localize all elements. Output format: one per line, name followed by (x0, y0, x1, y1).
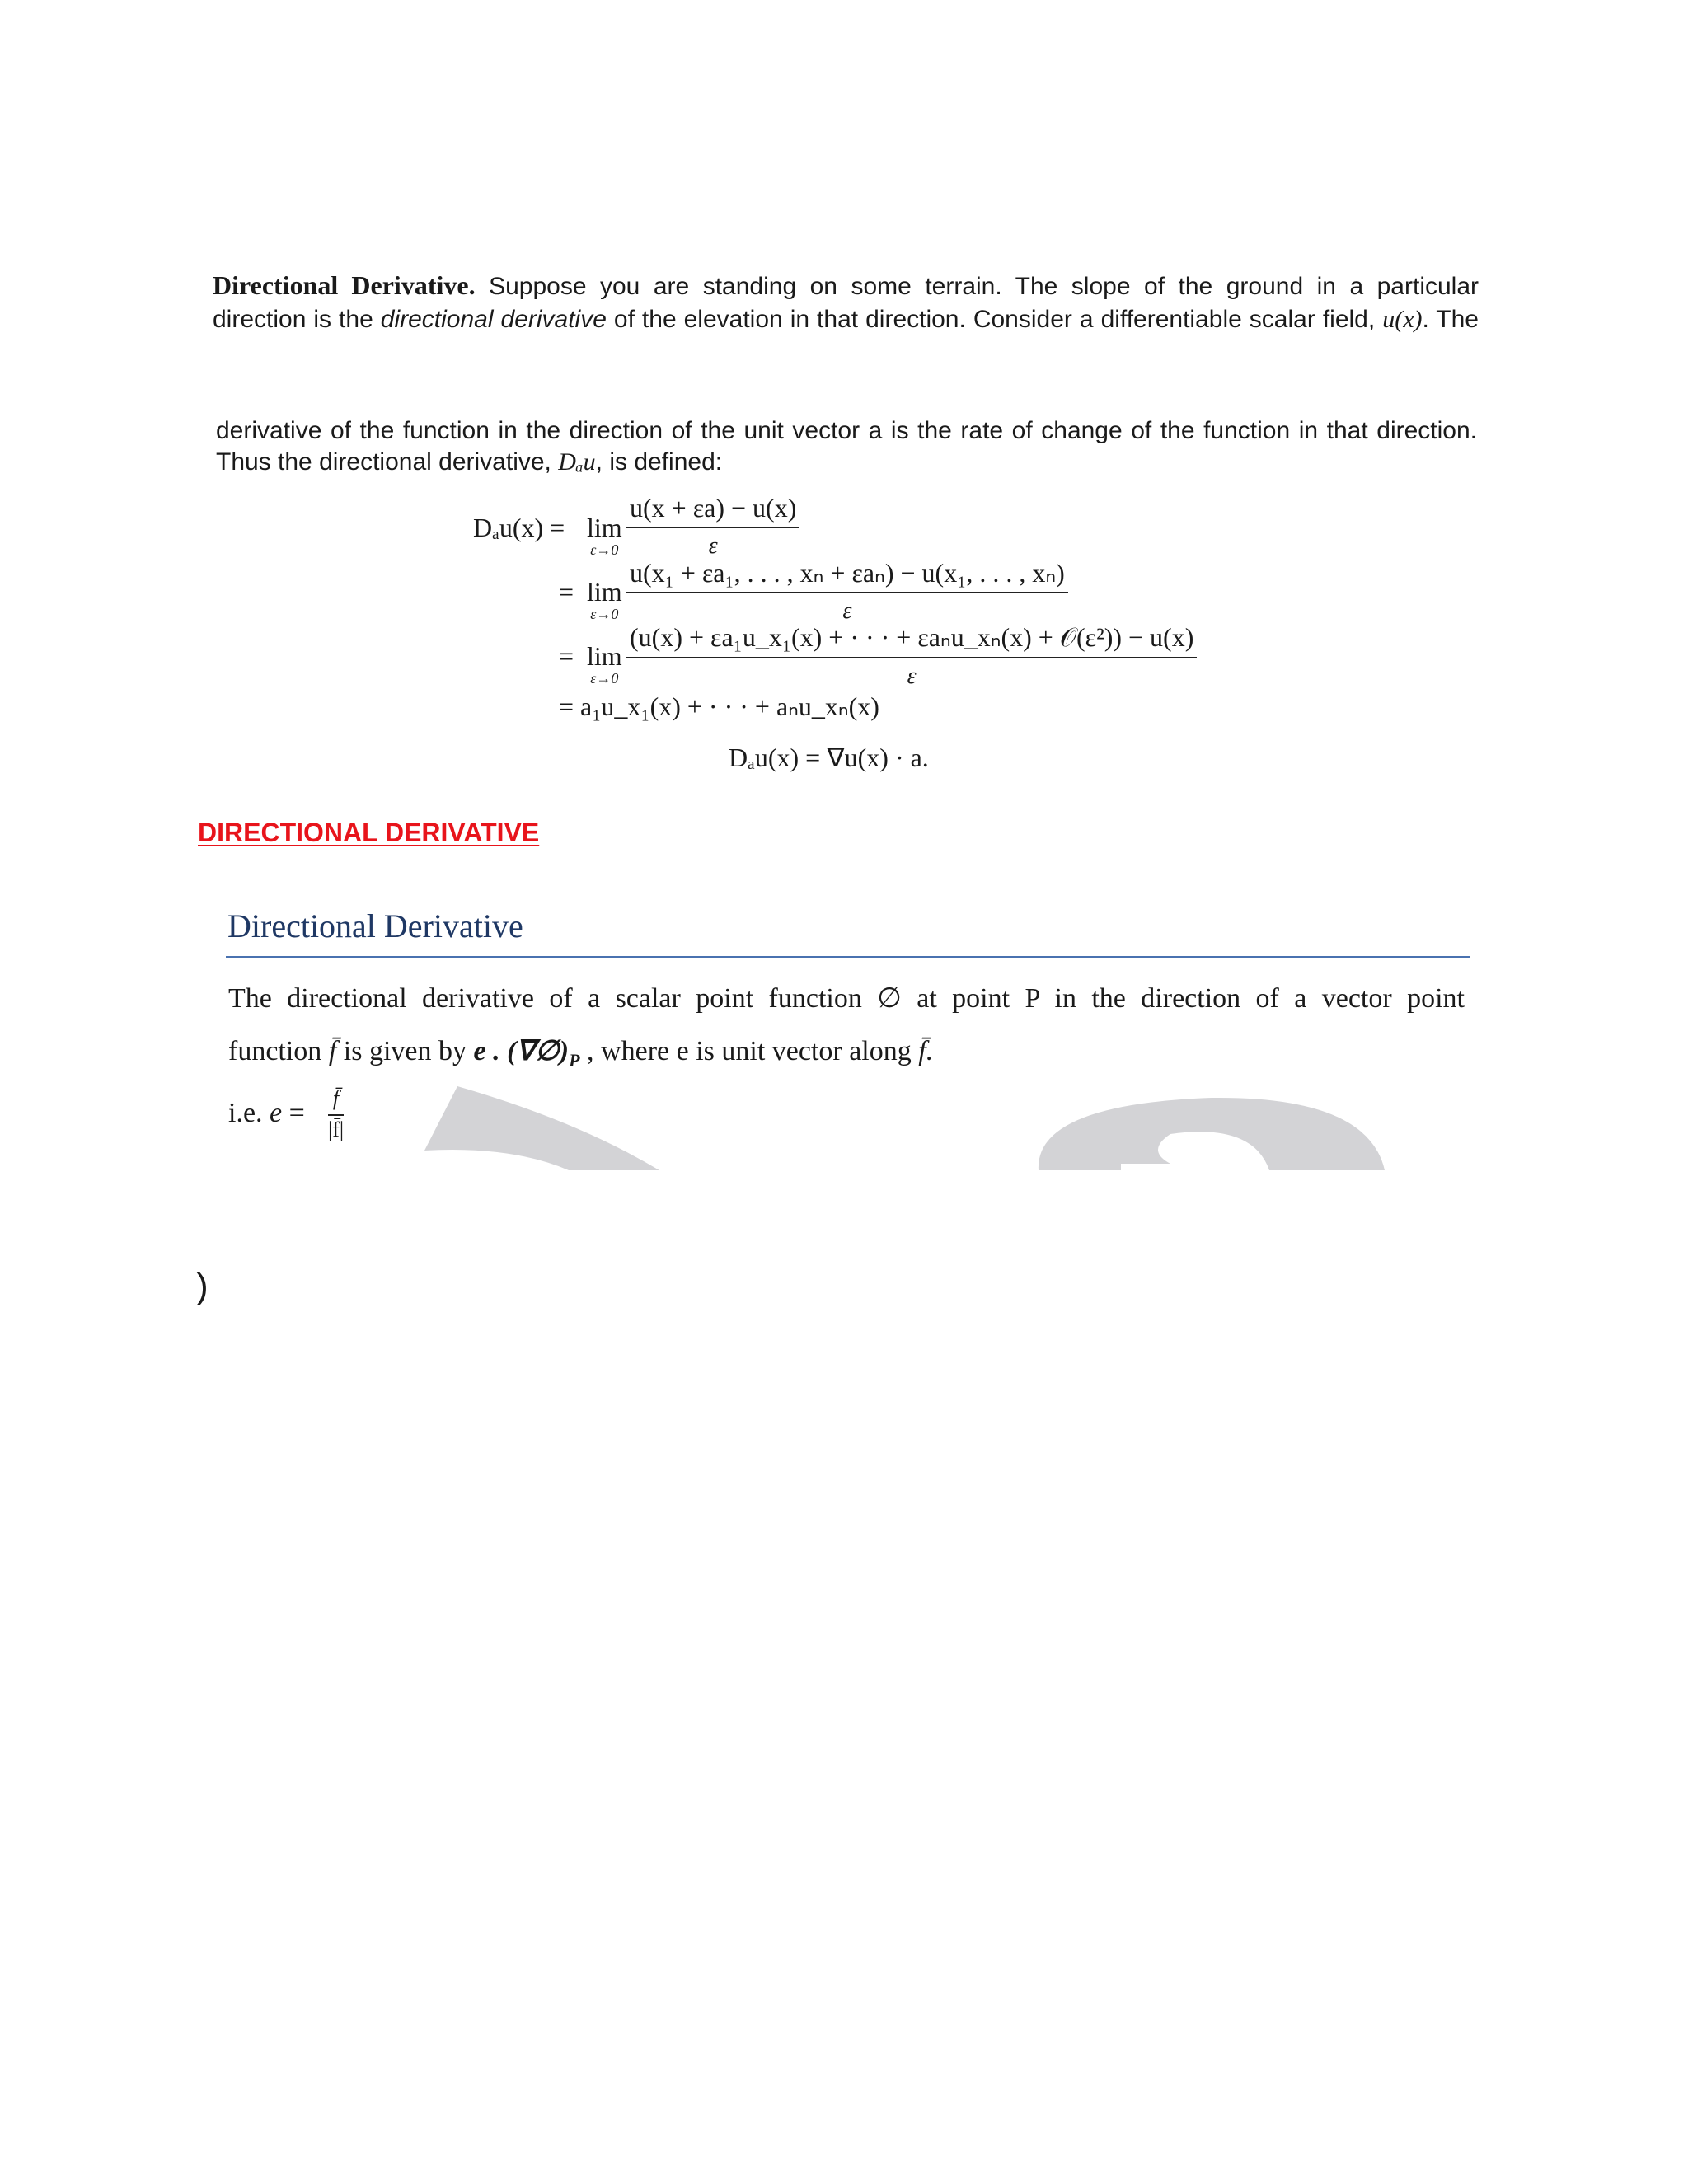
intro-line1-text: Suppose you are standing on some terrain. The slope of the ground in a particular (489, 273, 1479, 300)
section-line2-a: function (228, 1036, 329, 1066)
eq3-fraction (626, 621, 1197, 690)
ie-numerator: f̄ (332, 1086, 340, 1110)
eq3-numerator: (u(x) + εa₁u_x₁(x) + · · · + εaₙu_xₙ(x) + 𝒪(ε²)) − u(x) (630, 622, 1194, 652)
watermark-shapes (0, 1071, 1688, 1170)
eq2-denominator: ε (842, 598, 852, 624)
eq2-lim-sub: ε→0 (590, 606, 619, 622)
section-title-rule (226, 956, 1470, 958)
section-line2-sub: P (569, 1049, 580, 1071)
eq2-fraction (626, 557, 1068, 625)
intro-paragraph (213, 269, 1479, 336)
section-line1: The directional derivative of a scalar point function ∅ at point P in the direction of a vector point (228, 983, 1465, 1014)
intro-bold-lead: Directional Derivative. (213, 270, 476, 300)
definition-line2-b: , is defined: (595, 448, 723, 476)
section-line2-expr: e . (∇∅) (473, 1036, 570, 1066)
ie-prefix: i.e. (228, 1098, 270, 1128)
eq1-lim-sub: ε→0 (590, 541, 619, 558)
eq5-gradient-form: Dₐu(x) = ∇u(x) · a. (729, 743, 929, 772)
watermark-arc-right (1039, 1098, 1385, 1170)
section-line2-end: f̄. (918, 1036, 934, 1066)
eq3-lim-sub: ε→0 (590, 670, 619, 687)
eq-lhs: Dₐu(x) = (473, 513, 565, 542)
definition-line2-math: Dₐu (558, 448, 596, 476)
ie-eq: = (282, 1098, 305, 1128)
eq1-lim-word: lim (587, 513, 622, 542)
intro-line2-c: . The (1422, 306, 1479, 333)
eq3-equals: = (559, 641, 574, 671)
eq4-expansion: = a₁u_x₁(x) + · · · + aₙu_xₙ(x) (559, 691, 879, 721)
section-title: Directional Derivative (227, 907, 523, 944)
ie-denominator: |f̄| (328, 1118, 345, 1141)
red-section-heading: DIRECTIONAL DERIVATIVE (198, 818, 540, 847)
eq3-denominator: ε (907, 663, 917, 689)
definition-line1: derivative of the function in the direction of the unit vector a is the rate of change of the function in that direction. (216, 417, 1477, 444)
eq3-lim (587, 641, 622, 685)
definition-line2-a: Thus the directional derivative, (216, 448, 559, 476)
intro-line2-b: of the elevation in that direction. Consider a differentiable scalar field, (606, 306, 1383, 333)
eq2-lim (587, 577, 622, 621)
ie-var: e (270, 1098, 283, 1128)
intro-line2-a: direction is the (213, 306, 381, 333)
eq1-fraction (626, 493, 799, 560)
eq3-lim-word: lim (587, 641, 622, 671)
section-line2-f: f̄ (328, 1036, 337, 1066)
stray-parenthesis: ) (196, 1266, 209, 1306)
watermark-arc-left (424, 1086, 659, 1170)
eq2-numerator: u(x₁ + εa₁, . . . , xₙ + εaₙ) − u(x₁, . . . , xₙ) (630, 558, 1065, 588)
eq2-lim-word: lim (587, 577, 622, 607)
eq1-lim (587, 513, 622, 556)
intro-line2-italic: directional derivative (380, 306, 607, 333)
intro-line2-math: u(x) (1382, 306, 1423, 333)
section-line2-b: is given by (336, 1036, 474, 1066)
eq2-equals: = (559, 577, 574, 607)
section-line2-c: , where e is unit vector along (579, 1036, 919, 1066)
eq1-denominator: ε (708, 533, 718, 559)
section-paragraph (228, 972, 1465, 1087)
definition-paragraph (216, 415, 1477, 478)
eq1-numerator: u(x + εa) − u(x) (630, 493, 797, 523)
